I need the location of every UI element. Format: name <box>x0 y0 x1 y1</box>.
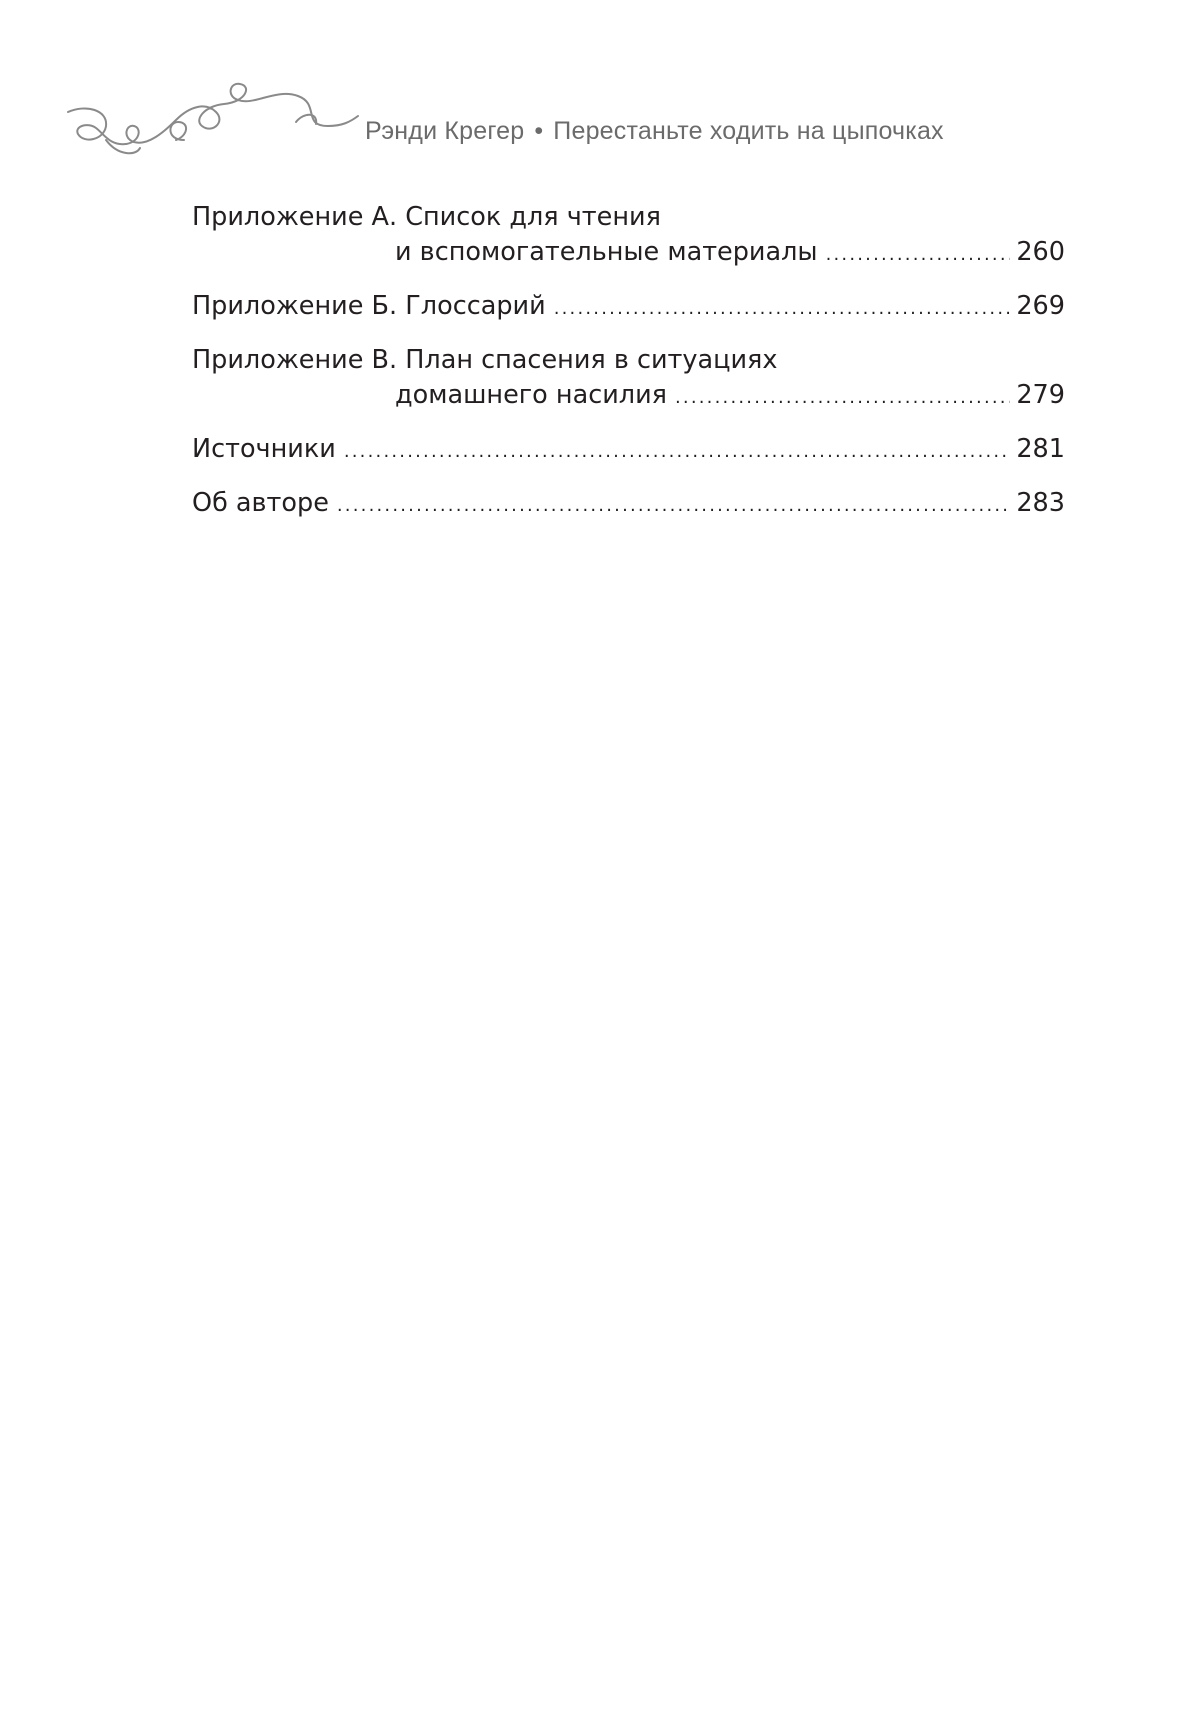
decorative-swirl-icon <box>66 82 366 177</box>
dot-leader <box>554 291 1011 326</box>
toc-entry-sources[interactable] <box>192 432 1065 469</box>
dot-leader <box>675 380 1010 415</box>
toc-entry-title: Приложение А. Список для чтения <box>192 202 661 232</box>
page-number: 281 <box>1016 434 1065 464</box>
page-number: 269 <box>1016 291 1065 321</box>
running-header <box>66 82 966 177</box>
header-separator: • <box>534 117 544 145</box>
dot-leader <box>337 488 1010 523</box>
page-number: 279 <box>1016 380 1065 410</box>
toc-entry-title: Приложение В. План спасения в ситуациях <box>192 345 778 375</box>
toc-entry-about-author[interactable] <box>192 486 1065 523</box>
dot-leader <box>344 434 1010 469</box>
toc-entry-title-continued: домашнего насилия <box>395 380 667 410</box>
toc-entry-title-continued: и вспомогательные материалы <box>395 237 818 267</box>
toc-entry-appendix-v[interactable] <box>192 343 1065 415</box>
toc-entry-appendix-b[interactable] <box>192 289 1065 326</box>
table-of-contents <box>192 200 1065 540</box>
dot-leader <box>826 237 1011 272</box>
book-title: Перестаньте ходить на цыпочках <box>553 117 944 145</box>
toc-entry-appendix-a[interactable] <box>192 200 1065 272</box>
running-head-text <box>365 117 944 146</box>
toc-entry-title: Об авторе <box>192 488 329 518</box>
page-number: 260 <box>1016 237 1065 267</box>
author-name: Рэнди Крегер <box>365 117 525 145</box>
page-number: 283 <box>1016 488 1065 518</box>
toc-entry-title: Источники <box>192 434 336 464</box>
toc-entry-title: Приложение Б. Глоссарий <box>192 291 546 321</box>
